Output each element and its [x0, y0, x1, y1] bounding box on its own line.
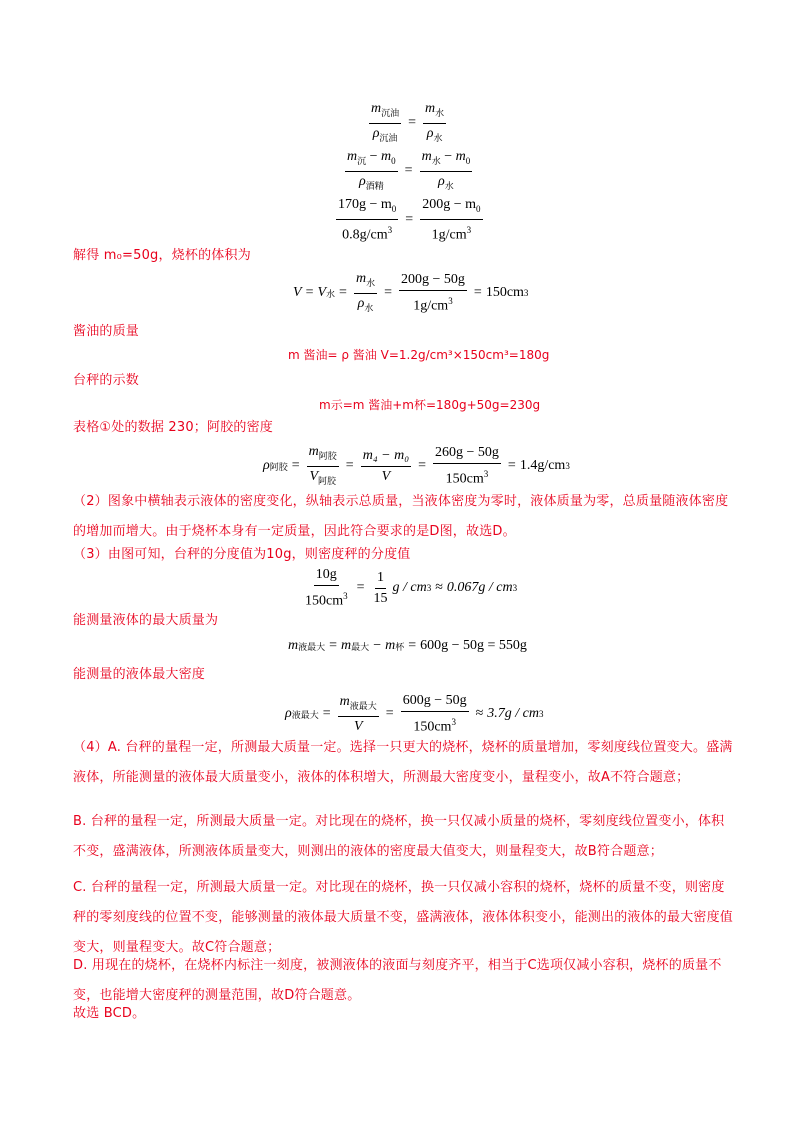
- paragraph-4b: B. 台秤的量程一定，所测最大质量一定。对比现在的烧杯，换一只仅减小质量的烧杯，零刻度线位置变小，体积不变，盛满液体，所测液体质量变大，则测出的液体的密度最大值变大，则量程变大，故B符合题意；: [73, 814, 725, 859]
- fraction: $\frac{m_{阿胶}}{V_{阿胶}}$: [308, 444, 337, 486]
- paragraph-4a: （4）A. 台秤的量程一定，所测最大质量一定。选择一只更大的烧杯，烧杯的质量增加，零刻度线位置变大。盛满液体，所能测量的液体最大质量变小，液体的体积增大，所测最大密度变小，量程变小，故A不符合题意；: [73, 740, 733, 785]
- paragraph-4c: C. 台秤的量程一定，所测最大质量一定。对比现在的烧杯，换一只仅减小容积的烧杯，烧杯的质量不变，则密度秤的零刻度线的位置不变，能够测量的液体最大质量不变，盛满液体，液体体积变小，能测出的液体的最大密度值变大，则量程变大。故C符合题意；: [73, 880, 734, 955]
- fraction: $\frac{600g - 50g}{150cm^3}$: [402, 693, 467, 735]
- fraction: $\frac{200g - m_0}{1g/cm^3}$: [422, 197, 481, 243]
- fraction: $\frac{170g - m_0}{0.8g/cm^3}$: [338, 197, 397, 243]
- fraction: $\frac{200g - 50g}{1g/cm^3}$: [401, 271, 465, 314]
- fraction: $\frac{\text{m₄ − m₀}}{V}$: [362, 447, 410, 484]
- max-mass-line: 能测量液体的最大质量为: [73, 613, 219, 628]
- max-density-line: 能测量的液体最大密度: [73, 667, 206, 682]
- fraction: $\frac{1}{15}$: [373, 569, 388, 606]
- table-line: 表格①处的数据 230；阿胶的密度: [73, 420, 273, 435]
- fraction: $\frac{10g}{150cm^3}$: [305, 567, 348, 609]
- equation-3: $\frac{170g - m_0}{0.8g/cm^3}$ = $\frac{200g - m_0}{1g/cm^3}$: [338, 197, 481, 243]
- fraction: $\frac{260g - 50g}{150cm^3}$: [435, 444, 499, 487]
- equation-4: V = V 水 = $\frac{m_水}{\rho_水}$ = $\frac{200g - 50g}{1g/cm^3}$ = 150cm 3: [293, 270, 528, 317]
- scale-heading: 台秤的示数: [73, 373, 140, 388]
- final-answer: 故选 BCD。: [73, 1006, 146, 1021]
- fraction: $\frac{m_{液最大}}{V}$: [339, 693, 377, 734]
- solve-line: 解得 m₀=50g，烧杯的体积为: [73, 248, 251, 263]
- fraction: $\frac{m_水}{\rho_水}$: [425, 101, 445, 143]
- equation-6: $\frac{10g}{150cm^3}$ = $\frac{1}{15}$ g / cm 3 ≈ 0.067g / cm 3: [305, 567, 518, 609]
- fraction: $\frac{m_水}{\rho_水}$: [355, 271, 376, 313]
- paragraph-4d: D. 用现在的烧杯，在烧杯内标注一刻度，被测液体的液面与刻度齐平，相当于C选项仅减小容积，烧杯的质量不变，也能增大密度秤的测量范围，故D符合题意。: [73, 958, 722, 1003]
- paragraph-2: （2）图象中横轴表示液体的密度变化，纵轴表示总质量，当液体密度为零时，液体质量为零，总质量随液体密度的增加而增大。由于烧杯本身有一定质量，因此符合要求的是D图，故选D。: [73, 494, 729, 539]
- equation-2: $\frac{m_沉 - m_0}{\rho_{酒精}}$ = $\frac{m_水 - m_0}{\rho_水}$: [342, 148, 475, 195]
- fraction: $\frac{m_{沉油}}{\rho_{沉油}}$: [371, 101, 400, 143]
- equation-7: m 液最大 = m 最大 − m 杯 = 600g − 50g = 550g: [288, 638, 527, 653]
- scale-formula: m示=m 酱油+m杯=180g+50g=230g: [319, 398, 541, 412]
- soy-formula: m 酱油= ρ 酱油 V=1.2g/cm³×150cm³=180g: [288, 348, 550, 362]
- equation-8: ρ 液最大 = $\frac{m_{液最大}}{V}$ = $\frac{600g - 50g}{150cm^3}$ ≈ 3.7g / cm 3: [285, 693, 544, 735]
- equation-1: $\frac{m_{沉油}}{\rho_{沉油}}$ = $\frac{m_水}{\rho_水}$: [366, 100, 449, 147]
- soy-heading: 酱油的质量: [73, 324, 140, 339]
- equation-5: ρ 阿胶 = $\frac{m_{阿胶}}{V_{阿胶}}$ = $\frac{\text{m₄ − m₀}}{V}$ = $\frac{260g - 50g}{150cm^3}$ = 1.4g/cm 3: [263, 443, 570, 490]
- fraction: $\frac{m_沉 - m_0}{\rho_{酒精}}$: [347, 149, 396, 191]
- paragraph-3-intro: （3）由图可知，台秤的分度值为10g，则密度秤的分度值: [73, 547, 411, 562]
- fraction: $\frac{m_水 - m_0}{\rho_水}$: [421, 149, 471, 191]
